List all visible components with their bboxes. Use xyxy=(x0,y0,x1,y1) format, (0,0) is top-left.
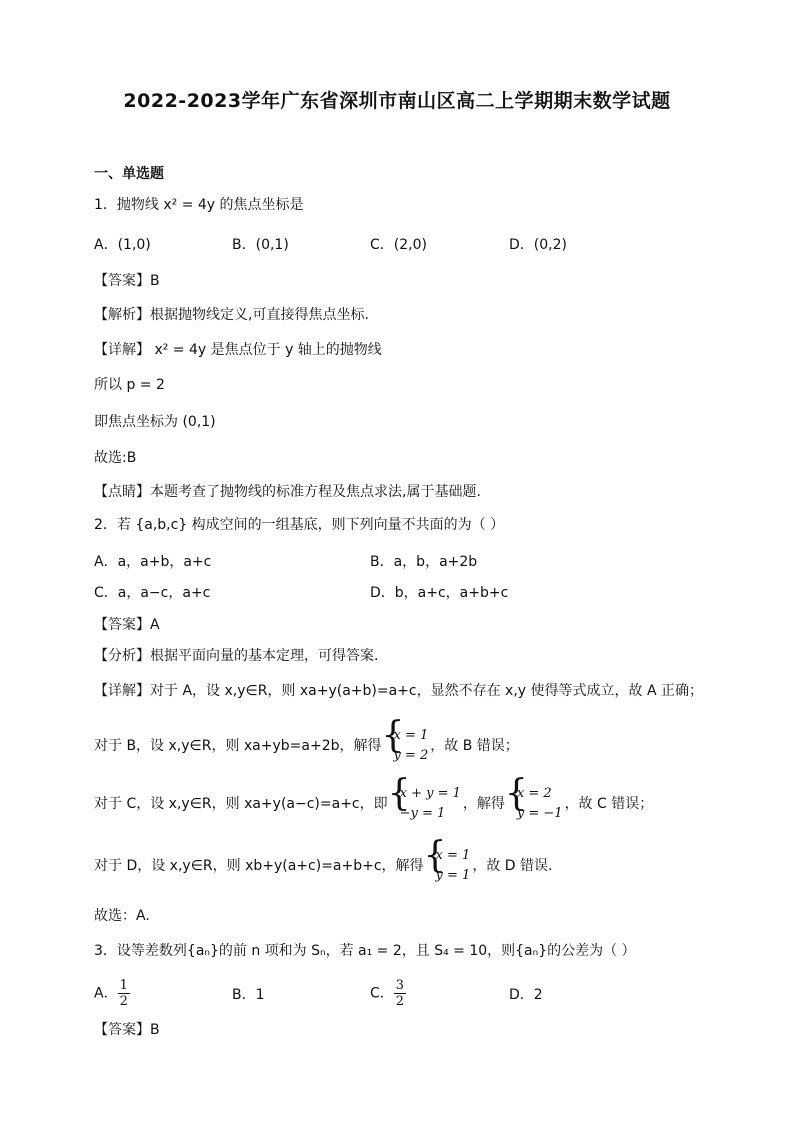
q1-detail: 【详解】 x² = 4y 是焦点位于 y 轴上的抛物线 xyxy=(94,342,382,358)
q3-answer: 【答案】B xyxy=(94,1022,160,1038)
q3-option-b: B．1 xyxy=(232,987,265,1003)
q3-option-a-fraction: $\frac{1}{2}$ xyxy=(119,978,128,1009)
q2-detail-a: 【详解】对于 A，设 x,y∈R，则 xa+y(a+b)=a+c，显然不存在 x,y 使得等式成立，故 A 正确； xyxy=(94,683,704,699)
q2-detail-d xyxy=(94,846,552,886)
q1-option-b: B．(0,1) xyxy=(232,237,289,253)
q1-conclusion: 故选:B xyxy=(94,450,137,466)
q2-detail-b-text: 对于 B，设 x,y∈R，则 xa+yb=a+2b，解得 xyxy=(94,738,382,754)
section-heading: 一、单选题 xyxy=(94,166,164,182)
q1-comment: 【点睛】本题考查了抛物线的标准方程及焦点求法,属于基础题. xyxy=(94,484,481,500)
q2-detail-d-result: ，故 D 错误. xyxy=(472,858,553,874)
q2-detail-d-system: { x = 1 y = 1 xyxy=(426,846,471,886)
q1-option-a: A．(1,0) xyxy=(94,237,151,253)
q3-option-d: D．2 xyxy=(509,987,543,1003)
q2-option-b: B．a，b，a+2b xyxy=(370,554,478,570)
q2-option-d: D．b，a+c，a+b+c xyxy=(370,585,509,601)
question-2-stem: 2．若 {a,b,c} 构成空间的一组基底，则下列向量不共面的为（ ） xyxy=(94,517,505,533)
q2-detail-c-system-2: { x = 2 y = −1 xyxy=(507,784,563,824)
q1-step-1: 所以 p = 2 xyxy=(94,377,165,393)
q2-answer: 【答案】A xyxy=(94,617,160,633)
q2-detail-c xyxy=(94,784,653,824)
q2-option-c: C．a，a−c，a+c xyxy=(94,585,211,601)
q2-detail-c-system-1: { x + y = 1 −y = 1 xyxy=(390,784,461,824)
q1-analysis: 【解析】根据抛物线定义,可直接得焦点坐标. xyxy=(94,307,369,323)
q2-detail-b-system: { x = 1 y = 2 xyxy=(384,726,429,766)
question-1-stem: 1．抛物线 x² = 4y 的焦点坐标是 xyxy=(94,197,304,213)
question-3-stem: 3．设等差数列{aₙ}的前 n 项和为 Sₙ，若 a₁ = 2，且 S₄ = 10，则{aₙ}的公差为（ ） xyxy=(94,943,636,959)
q2-option-a: A．a，a+b，a+c xyxy=(94,554,212,570)
q3-option-c-fraction: $\frac{3}{2}$ xyxy=(395,978,405,1009)
q2-analysis: 【分析】根据平面向量的基本定理，可得答案. xyxy=(94,648,379,664)
q3-option-c: C． $\frac{3}{2}$ xyxy=(370,978,405,1009)
q2-detail-b xyxy=(94,726,519,766)
q2-detail-b-result: ，故 B 错误； xyxy=(430,738,519,754)
q1-answer: 【答案】B xyxy=(94,273,160,289)
q2-detail-c-text: 对于 C，设 x,y∈R，则 xa+y(a−c)=a+c，即 xyxy=(94,796,388,812)
q1-option-c: C．(2,0) xyxy=(370,237,427,253)
q2-detail-d-text: 对于 D，设 x,y∈R，则 xb+y(a+c)=a+b+c，解得 xyxy=(94,858,424,874)
q3-option-a: A． $\frac{1}{2}$ xyxy=(94,978,128,1009)
q1-option-d: D．(0,2) xyxy=(509,237,567,253)
q2-detail-c-mid: ，解得 xyxy=(462,796,505,812)
q1-step-2: 即焦点坐标为 (0,1) xyxy=(94,414,216,430)
page-title: 2022-2023学年广东省深圳市南山区高二上学期期末数学试题 xyxy=(123,90,671,112)
q2-detail-c-result: ，故 C 错误； xyxy=(564,796,654,812)
q2-conclusion: 故选：A. xyxy=(94,908,150,924)
